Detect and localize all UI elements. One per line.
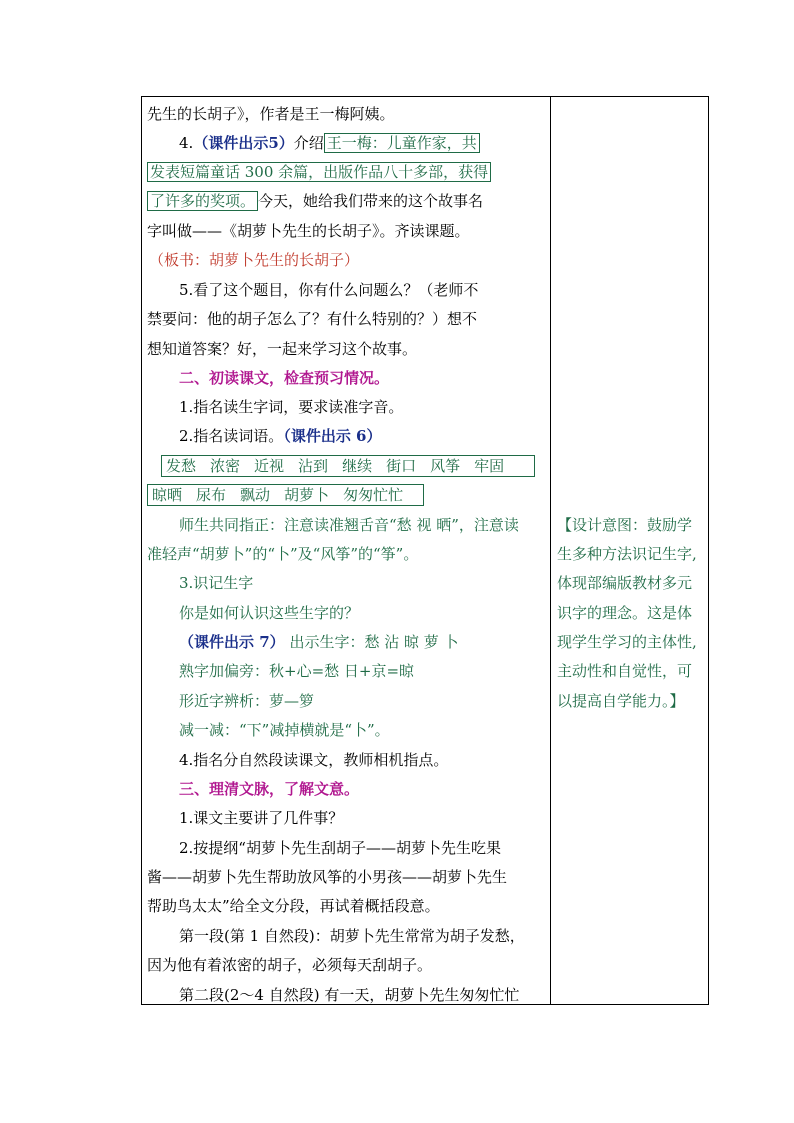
courseware-tag: （课件出示5） bbox=[193, 134, 294, 152]
text-line: 帮助鸟太太”给全文分段，再试着概括段意。 bbox=[147, 897, 440, 915]
author-box-line2-row bbox=[147, 162, 491, 182]
design-intent-line: 主动性和自觉性，可 bbox=[557, 662, 693, 680]
text-line: 1.指名读生字词，要求读准字音。 bbox=[179, 398, 404, 416]
text-line: 1.课文主要讲了几件事？ bbox=[179, 809, 344, 827]
section-heading: 二、初读课文，检查预习情况。 bbox=[179, 369, 390, 387]
step-number: 4. bbox=[179, 134, 194, 152]
text-line: 字叫做——《胡萝卜先生的长胡子》。齐读课题。 bbox=[147, 222, 470, 240]
board-note: （板书：胡萝卜先生的长胡子） bbox=[149, 251, 360, 269]
text-line: 因为他有着浓密的胡子，必须每天刮胡子。 bbox=[147, 956, 433, 974]
vocab-box-row2 bbox=[147, 484, 424, 506]
text-line: 2.按提纲“胡萝卜先生刮胡子——胡萝卜先生吃果 bbox=[179, 839, 501, 857]
paragraph-4 bbox=[179, 133, 480, 153]
column-divider bbox=[550, 97, 551, 1004]
author-box-line1: 王一梅：儿童作家，共 bbox=[324, 133, 480, 153]
text-line bbox=[179, 426, 381, 446]
text-line: 3.识记生字 bbox=[179, 574, 254, 592]
design-intent-line: 【设计意图：鼓励学 bbox=[557, 516, 693, 534]
text-line: 你是如何认识这些生字的？ bbox=[179, 604, 360, 622]
intro-text: 介绍 bbox=[293, 134, 324, 152]
vocab-word: 匆匆忙忙 bbox=[343, 486, 404, 504]
vocab-word: 风筝 bbox=[430, 457, 461, 475]
text-line: 形近字辨析：萝—箩 bbox=[179, 692, 315, 710]
char-list: 出示生字：愁 沾 晾 萝 卜 bbox=[289, 633, 459, 651]
vocab-word: 浓密 bbox=[210, 457, 241, 475]
courseware-tag: （课件出示 6） bbox=[283, 427, 382, 445]
text-line: 4.指名分自然段读课文，教师相机指点。 bbox=[179, 751, 449, 769]
vocab-word: 街口 bbox=[386, 457, 417, 475]
vocab-word: 近视 bbox=[254, 457, 285, 475]
text-line: 禁要问：他的胡子怎么了？有什么特别的？）想不 bbox=[147, 310, 478, 328]
author-box-line2: 发表短篇童话 300 余篇，出版作品八十多部，获得 bbox=[147, 162, 491, 182]
vocab-word: 牢固 bbox=[474, 457, 505, 475]
pronunciation-note: 师生共同指正：注意读准翘舌音“愁 视 晒”，注意读 bbox=[179, 516, 519, 534]
paragraph-4-line3 bbox=[147, 191, 483, 211]
text-line: 先生的长胡子》，作者是王一梅阿姨。 bbox=[147, 105, 395, 123]
vocab-word: 飘动 bbox=[240, 486, 271, 504]
text-line: 第一段(第 1 自然段)：胡萝卜先生常常为胡子发愁， bbox=[179, 927, 525, 945]
text-line: 今天，她给我们带来的这个故事名 bbox=[258, 192, 484, 210]
text-line: 想知道答案？好，一起来学习这个故事。 bbox=[147, 340, 418, 358]
pronunciation-note: 准轻声“胡萝卜”的“卜”及“风筝”的“筝”。 bbox=[147, 545, 419, 563]
text-line: 熟字加偏旁：秋+心=愁 日+京=晾 bbox=[179, 662, 415, 680]
vocab-word: 沾到 bbox=[298, 457, 329, 475]
vocab-word: 尿布 bbox=[196, 486, 227, 504]
section-heading: 三、理清文脉，了解文意。 bbox=[179, 780, 360, 798]
vocab-word: 发愁 bbox=[166, 457, 197, 475]
design-intent-line: 现学生学习的主体性, bbox=[557, 633, 697, 651]
text-line bbox=[179, 632, 459, 652]
text-line: 5.看了这个题目，你有什么问题么？（老师不 bbox=[179, 281, 479, 299]
author-box-line3: 了许多的奖项。 bbox=[147, 191, 258, 211]
design-intent-line: 以提高自学能力。】 bbox=[557, 692, 685, 710]
design-intent-line: 生多种方法识记生字, bbox=[557, 545, 697, 563]
step-text: 2.指名读词语。 bbox=[179, 427, 284, 445]
vocab-word: 胡萝卜 bbox=[284, 486, 330, 504]
design-intent-line: 体现部编版教材多元 bbox=[557, 574, 693, 592]
courseware-tag: （课件出示 7） bbox=[179, 633, 285, 651]
vocab-box-row1 bbox=[161, 455, 535, 477]
text-line: 酱——胡萝卜先生帮助放风筝的小男孩——胡萝卜先生 bbox=[147, 868, 508, 886]
design-intent-line: 识字的理念。这是体 bbox=[557, 604, 693, 622]
text-line: 减一减：“下”减掉横就是“卜”。 bbox=[179, 721, 390, 739]
text-line: 第二段(2～4 自然段) 有一天，胡萝卜先生匆匆忙忙 bbox=[179, 986, 520, 1004]
vocab-word: 继续 bbox=[342, 457, 373, 475]
vocab-word: 晾晒 bbox=[152, 486, 183, 504]
